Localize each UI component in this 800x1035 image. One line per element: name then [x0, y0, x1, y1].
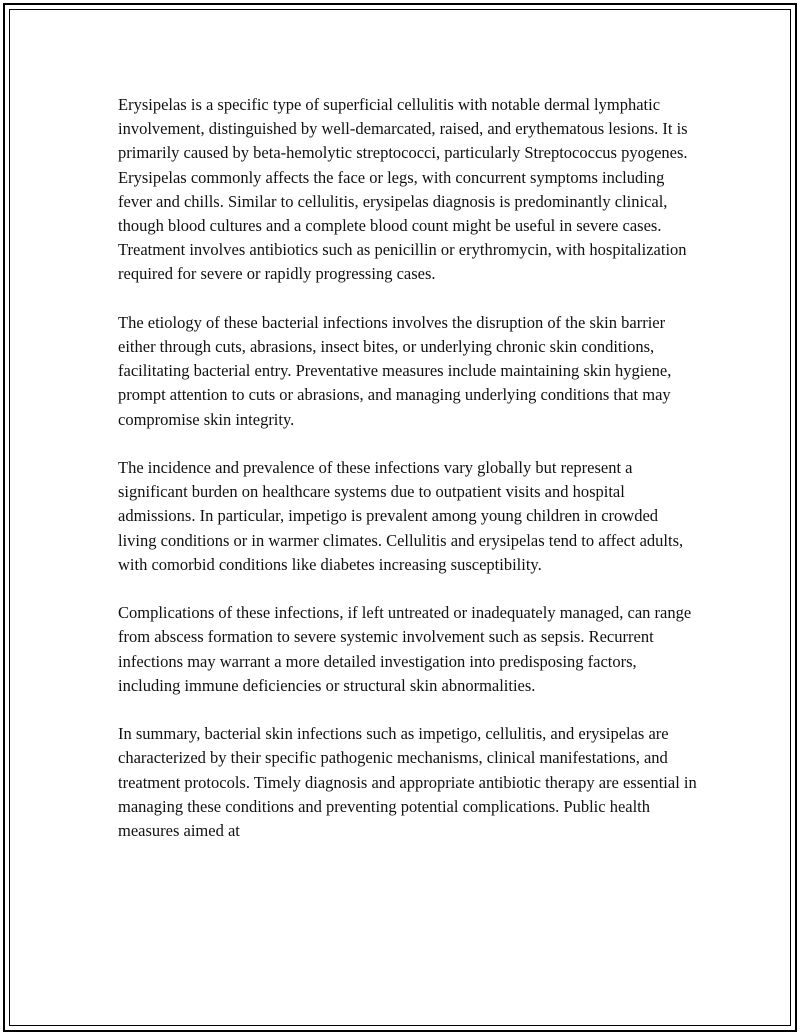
document-body: [118, 93, 698, 867]
paragraph-summary: In summary, bacterial skin infections such as impetigo, cellulitis, and erysipelas are characterized by their specific pathogenic mechanisms, clinical manifestations, and treatment protocols. Timely diagnosis and appropriate antibiotic therapy are essential in managing these conditions and preventing potential complications. Public health measures aimed at: [118, 724, 697, 841]
paragraph-complications: Complications of these infections, if left untreated or inadequately managed, can range from abscess formation to severe systemic involvement such as sepsis. Recurrent infections may warrant a more detailed investigation into predisposing factors, including immune deficiencies or structural skin abnormalities.: [118, 603, 692, 695]
paragraph-incidence: The incidence and prevalence of these infections vary globally but represent a significant burden on healthcare systems due to outpatient visits and hospital admissions. In particular, impetigo is prevalent among young children in crowded living conditions or in warmer climates. Cellulitis and erysipelas tend to affect adults, with comorbid conditions like diabetes increasing susceptibility.: [118, 458, 684, 574]
paragraph-etiology: The etiology of these bacterial infections involves the disruption of the skin barrier either through cuts, abrasions, insect bites, or underlying chronic skin conditions, facilitating bacterial entry. Preventative measures include maintaining skin hygiene, prompt attention to cuts or abrasions, and managing underlying conditions that may compromise skin integrity.: [118, 312, 672, 429]
paragraph-erysipelas: Erysipelas is a specific type of superficial cellulitis with notable dermal lymphatic involvement, distinguished by well-demarcated, raised, and erythematous lesions. It is primarily caused by beta-hemolytic streptococci, particularly Streptococcus pyogenes. Erysipelas commonly affects the face or legs, with concurrent symptoms including fever and chills. Similar to cellulitis, erysipelas diagnosis is predominantly clinical, though blood cultures and a complete blood count might be useful in severe cases. Treatment involves antibiotics such as penicillin or erythromycin, with hospitalization required for severe or rapidly progressing cases.: [118, 95, 688, 284]
